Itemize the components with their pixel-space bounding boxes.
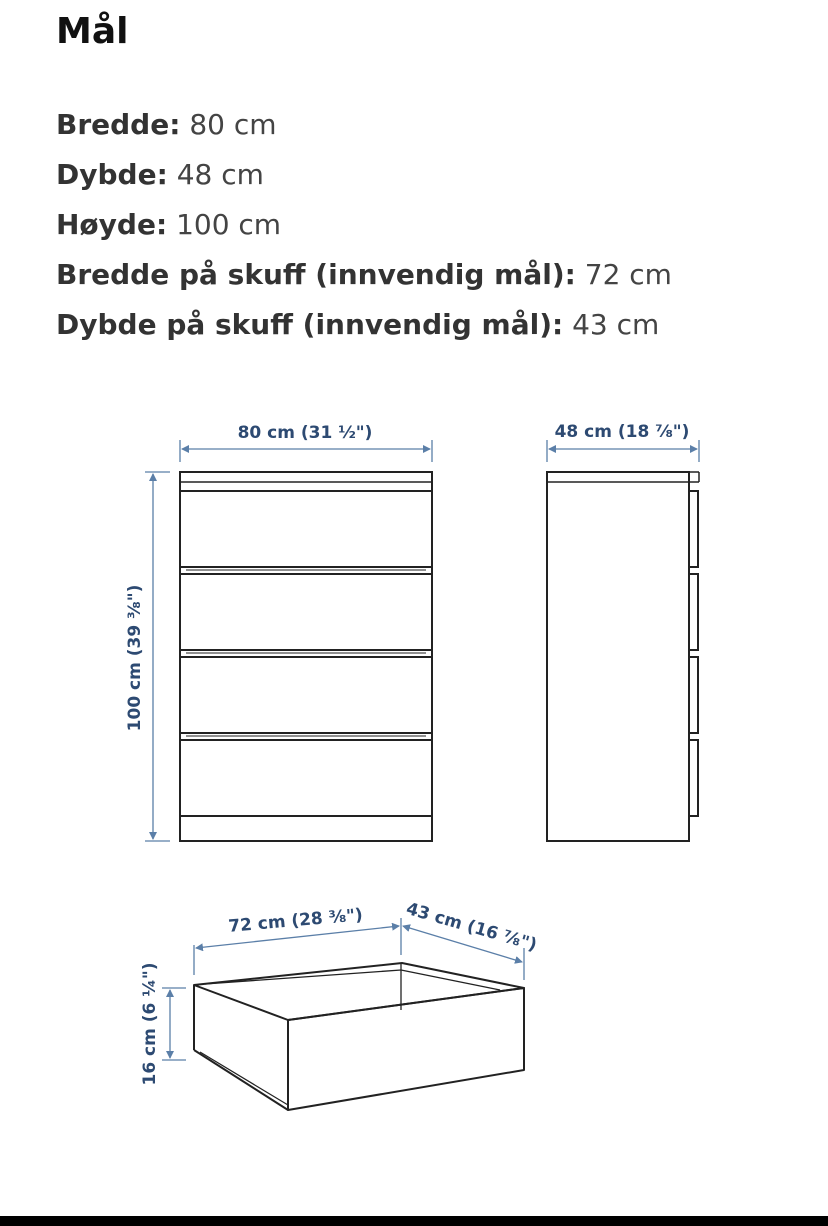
drawer-height-label: 16 cm (6 ¼") (140, 962, 160, 1086)
spec-label: Bredde: (56, 108, 181, 141)
side-depth-dimension (547, 422, 699, 462)
front-height-label: 100 cm (39 ⅜") (125, 584, 145, 732)
front-drawer (180, 574, 432, 650)
drawer-width-dimension (194, 905, 399, 975)
spec-label: Dybde på skuff (innvendig mål): (56, 308, 564, 341)
front-height-dimension (125, 472, 170, 841)
front-view-dresser (180, 472, 432, 841)
front-drawer (180, 740, 432, 816)
side-view-dresser (547, 472, 699, 841)
drawer-front-panel (288, 988, 524, 1110)
spec-value: 72 cm (584, 258, 672, 291)
spec-value: 80 cm (189, 108, 277, 141)
spec-label: Bredde på skuff (innvendig mål): (56, 258, 576, 291)
spec-value: 48 cm (176, 158, 264, 191)
side-depth-label: 48 cm (18 ⅞") (554, 422, 690, 442)
side-carcass (547, 472, 689, 841)
page-title: Mål (56, 11, 129, 52)
drawer-depth-label: 43 cm (16 ⅞") (403, 898, 539, 956)
spec-label: Dybde: (56, 158, 168, 191)
front-drawer (180, 657, 432, 733)
side-drawer-front (689, 740, 698, 816)
front-drawer (180, 491, 432, 567)
side-drawer-front (689, 491, 698, 567)
spec-value: 43 cm (572, 308, 660, 341)
spec-label: Høyde: (56, 208, 168, 241)
drawer-height-dimension (140, 962, 186, 1085)
front-width-dimension (180, 423, 432, 462)
spec-value: 100 cm (176, 208, 282, 241)
drawer-drawing (194, 963, 524, 1110)
side-drawer-front (689, 574, 698, 650)
drawer-width-label: 72 cm (28 ⅜") (227, 905, 364, 937)
bottom-edge-bar (0, 1216, 828, 1226)
front-width-label: 80 cm (31 ½") (237, 423, 373, 443)
side-drawer-front (689, 657, 698, 733)
drawer-top-outline (194, 963, 524, 1020)
